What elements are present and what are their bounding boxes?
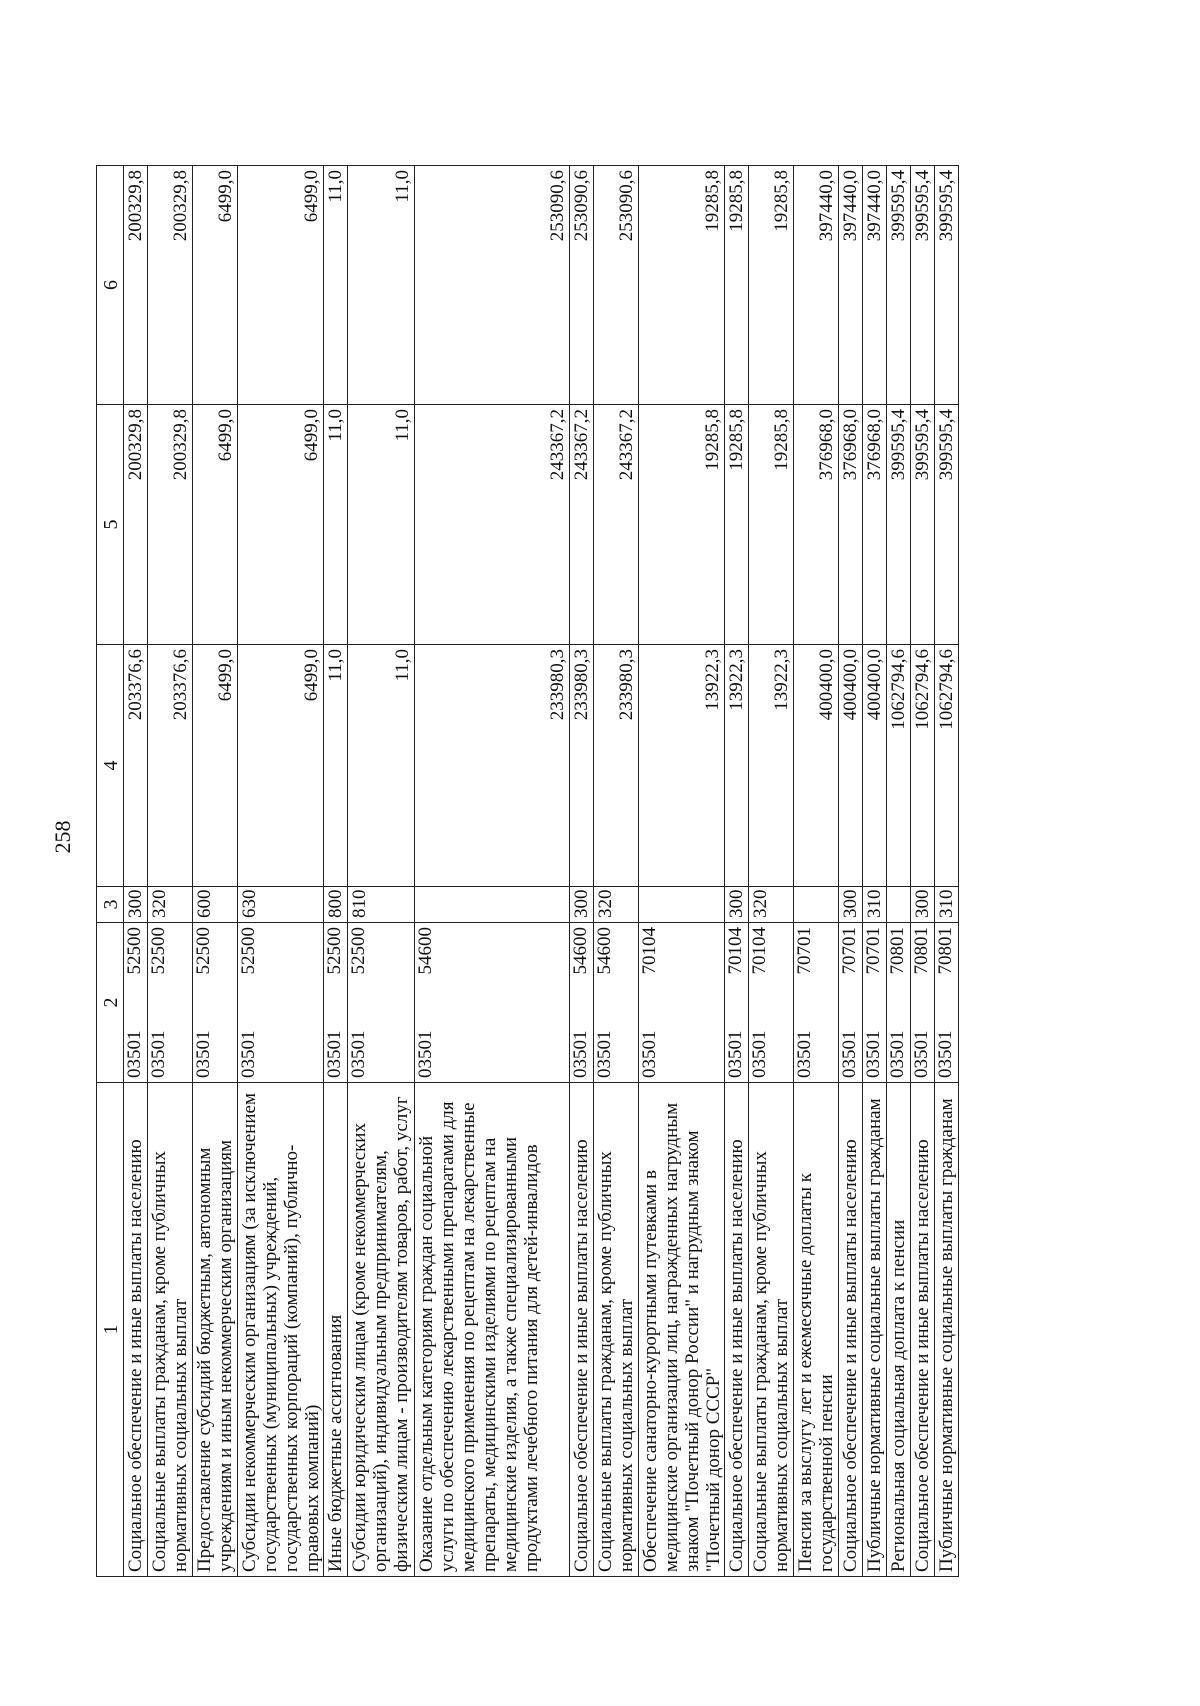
amount-cell: 203376,6 [124, 645, 148, 887]
target-article-code: 03501 [749, 1030, 770, 1078]
expense-type-code: 320 [749, 887, 794, 923]
code-cell [238, 923, 324, 1083]
expense-direction-code: 70801 [935, 927, 956, 975]
amount-cell: 200329,8 [124, 166, 148, 405]
amount-cell: 243367,2 [570, 405, 594, 645]
expense-direction-code: 70701 [794, 927, 815, 975]
expense-direction-code: 54600 [415, 927, 436, 975]
target-article-code: 03501 [935, 1030, 956, 1078]
expense-type-code: 300 [725, 887, 749, 923]
amount-cell: 11,0 [348, 405, 415, 645]
amount-cell: 253090,6 [570, 166, 594, 405]
expense-type-code: 310 [935, 887, 959, 923]
expense-direction-code: 52500 [324, 927, 345, 975]
row-name: Социальные выплаты гражданам, кроме публичных нормативных социальных выплат [749, 1083, 794, 1577]
column-header: 1 [97, 1083, 124, 1577]
row-name: Социальное обеспечение и иные выплаты населению [725, 1083, 749, 1577]
amount-cell: 400400,0 [839, 645, 863, 887]
target-article-code: 03501 [839, 1030, 860, 1078]
expense-direction-code: 70701 [863, 927, 884, 975]
amount-cell: 11,0 [324, 645, 348, 887]
page-number: 258 [50, 820, 75, 854]
amount-cell: 399595,4 [911, 166, 935, 405]
expense-direction-code: 70701 [839, 927, 860, 975]
amount-cell: 13922,3 [725, 645, 749, 887]
target-article-code: 03501 [348, 1030, 369, 1078]
code-cell [639, 923, 725, 1083]
table-row [794, 166, 839, 1577]
table-row [594, 166, 639, 1577]
code-cell [935, 923, 959, 1083]
amount-cell: 19285,8 [725, 166, 749, 405]
code-cell [749, 923, 794, 1083]
table-row [148, 166, 193, 1577]
amount-cell: 397440,0 [863, 166, 887, 405]
amount-cell: 399595,4 [887, 166, 911, 405]
amount-cell: 13922,3 [749, 645, 794, 887]
column-header: 5 [97, 405, 124, 645]
amount-cell: 400400,0 [863, 645, 887, 887]
row-name: Социальное обеспечение и иные выплаты населению [839, 1083, 863, 1577]
table-row [725, 166, 749, 1577]
table-row [415, 166, 570, 1577]
amount-cell: 11,0 [348, 166, 415, 405]
amount-cell: 1062794,6 [887, 645, 911, 887]
amount-cell: 11,0 [348, 645, 415, 887]
amount-cell: 243367,2 [594, 405, 639, 645]
amount-cell: 11,0 [324, 405, 348, 645]
amount-cell: 376968,0 [863, 405, 887, 645]
amount-cell: 200329,8 [148, 166, 193, 405]
table-row [324, 166, 348, 1577]
code-cell [794, 923, 839, 1083]
expense-direction-code: 54600 [570, 927, 591, 975]
expense-type-code: 300 [570, 887, 594, 923]
expense-type-code: 320 [594, 887, 639, 923]
expense-type-code: 320 [148, 887, 193, 923]
amount-cell: 399595,4 [887, 405, 911, 645]
amount-cell: 11,0 [324, 166, 348, 405]
expense-direction-code: 52500 [148, 927, 169, 975]
amount-cell: 1062794,6 [911, 645, 935, 887]
row-name: Социальное обеспечение и иные выплаты населению [911, 1083, 935, 1577]
target-article-code: 03501 [415, 1030, 436, 1078]
code-cell [725, 923, 749, 1083]
code-cell [863, 923, 887, 1083]
amount-cell: 397440,0 [839, 166, 863, 405]
table-row [749, 166, 794, 1577]
amount-cell: 19285,8 [725, 405, 749, 645]
expense-type-code: 300 [839, 887, 863, 923]
row-name: Субсидии юридическим лицам (кроме некоммерческих организаций), индивидуальным предпринимателям, физическим лицам - производителям товаров, работ, услуг [348, 1083, 415, 1577]
amount-cell: 233980,3 [570, 645, 594, 887]
expense-direction-code: 54600 [594, 927, 615, 975]
target-article-code: 03501 [124, 1030, 145, 1078]
amount-cell: 1062794,6 [935, 645, 959, 887]
expense-direction-code: 52500 [348, 927, 369, 975]
expense-direction-code: 52500 [124, 927, 145, 975]
expense-direction-code: 52500 [238, 927, 259, 975]
amount-cell: 19285,8 [639, 166, 725, 405]
column-header: 4 [97, 645, 124, 887]
expense-direction-code: 70104 [639, 927, 660, 975]
amount-cell: 399595,4 [935, 166, 959, 405]
table-row [570, 166, 594, 1577]
table-row [124, 166, 148, 1577]
expense-direction-code: 52500 [193, 927, 214, 975]
row-name: Публичные нормативные социальные выплаты гражданам [863, 1083, 887, 1577]
expense-type-code [794, 887, 839, 923]
amount-cell: 19285,8 [639, 405, 725, 645]
amount-cell: 19285,8 [749, 405, 794, 645]
amount-cell: 253090,6 [594, 166, 639, 405]
expense-direction-code: 70104 [725, 927, 746, 975]
expense-direction-code: 70801 [911, 927, 932, 975]
table-row [911, 166, 935, 1577]
amount-cell: 376968,0 [794, 405, 839, 645]
table-row [238, 166, 324, 1577]
row-name: Обеспечение санаторно-курортными путевками в медицинские организации лиц, награжденных нагрудным знаком "Почетный донор России" и нагрудным знаком "Почетный донор СССР" [639, 1083, 725, 1577]
expense-direction-code: 70104 [749, 927, 770, 975]
row-name: Иные бюджетные ассигнования [324, 1083, 348, 1577]
expense-type-code: 300 [911, 887, 935, 923]
target-article-code: 03501 [238, 1030, 259, 1078]
expense-type-code: 810 [348, 887, 415, 923]
column-header: 2 [97, 923, 124, 1083]
amount-cell: 19285,8 [749, 166, 794, 405]
amount-cell: 6499,0 [193, 166, 238, 405]
code-cell [324, 923, 348, 1083]
amount-cell: 397440,0 [794, 166, 839, 405]
table-header-row [97, 166, 124, 1577]
code-cell [911, 923, 935, 1083]
amount-cell: 243367,2 [415, 405, 570, 645]
amount-cell: 203376,6 [148, 645, 193, 887]
column-header: 6 [97, 166, 124, 405]
target-article-code: 03501 [594, 1030, 615, 1078]
row-name: Социальные выплаты гражданам, кроме публичных нормативных социальных выплат [594, 1083, 639, 1577]
table-row [863, 166, 887, 1577]
target-article-code: 03501 [887, 1030, 908, 1078]
expense-type-code [639, 887, 725, 923]
target-article-code: 03501 [911, 1030, 932, 1078]
column-header: 3 [97, 887, 124, 923]
target-article-code: 03501 [148, 1030, 169, 1078]
amount-cell: 200329,8 [148, 405, 193, 645]
amount-cell: 253090,6 [415, 166, 570, 405]
row-name: Оказание отдельным категориям граждан социальной услуги по обеспечению лекарственными препаратами для медицинского применения по рецептам на лекарственные препараты, медицинскими изделиями по рецептам на медицинские изделия, а также специализированными продуктами лечебного питания для детей-инвалидов [415, 1083, 570, 1577]
code-cell [415, 923, 570, 1083]
row-name: Пенсии за выслугу лет и ежемесячные доплаты к государственной пенсии [794, 1083, 839, 1577]
code-cell [193, 923, 238, 1083]
table-row [935, 166, 959, 1577]
expense-type-code: 300 [124, 887, 148, 923]
target-article-code: 03501 [639, 1030, 660, 1078]
code-cell [124, 923, 148, 1083]
table-row [193, 166, 238, 1577]
code-cell [570, 923, 594, 1083]
target-article-code: 03501 [324, 1030, 345, 1078]
amount-cell: 6499,0 [238, 405, 324, 645]
amount-cell: 400400,0 [794, 645, 839, 887]
expense-type-code: 600 [193, 887, 238, 923]
target-article-code: 03501 [863, 1030, 884, 1078]
amount-cell: 233980,3 [415, 645, 570, 887]
budget-table [96, 165, 959, 1577]
code-cell [348, 923, 415, 1083]
target-article-code: 03501 [794, 1030, 815, 1078]
code-cell [594, 923, 639, 1083]
amount-cell: 13922,3 [639, 645, 725, 887]
amount-cell: 6499,0 [238, 645, 324, 887]
amount-cell: 200329,8 [124, 405, 148, 645]
expense-type-code [887, 887, 911, 923]
table-row [639, 166, 725, 1577]
target-article-code: 03501 [570, 1030, 591, 1078]
expense-type-code: 310 [863, 887, 887, 923]
code-cell [148, 923, 193, 1083]
row-name: Социальное обеспечение и иные выплаты населению [124, 1083, 148, 1577]
amount-cell: 399595,4 [935, 405, 959, 645]
expense-type-code: 630 [238, 887, 324, 923]
expense-direction-code: 70801 [887, 927, 908, 975]
amount-cell: 6499,0 [193, 645, 238, 887]
amount-cell: 233980,3 [594, 645, 639, 887]
target-article-code: 03501 [193, 1030, 214, 1078]
table-row [839, 166, 863, 1577]
amount-cell: 399595,4 [911, 405, 935, 645]
row-name: Социальные выплаты гражданам, кроме публичных нормативных социальных выплат [148, 1083, 193, 1577]
table-body [124, 166, 959, 1577]
code-cell [887, 923, 911, 1083]
amount-cell: 6499,0 [238, 166, 324, 405]
table-row [887, 166, 911, 1577]
amount-cell: 376968,0 [839, 405, 863, 645]
expense-type-code [415, 887, 570, 923]
target-article-code: 03501 [725, 1030, 746, 1078]
table-row [348, 166, 415, 1577]
row-name: Региональная социальная доплата к пенсии [887, 1083, 911, 1577]
expense-type-code: 800 [324, 887, 348, 923]
row-name: Субсидии некоммерческим организациям (за исключением государственных (муниципальных) учреждений, государственных корпораций (компаний), публично-правовых компаний) [238, 1083, 324, 1577]
row-name: Социальное обеспечение и иные выплаты населению [570, 1083, 594, 1577]
code-cell [839, 923, 863, 1083]
amount-cell: 6499,0 [193, 405, 238, 645]
row-name: Публичные нормативные социальные выплаты гражданам [935, 1083, 959, 1577]
row-name: Предоставление субсидий бюджетным, автономным учреждениям и иным некоммерческим организациям [193, 1083, 238, 1577]
